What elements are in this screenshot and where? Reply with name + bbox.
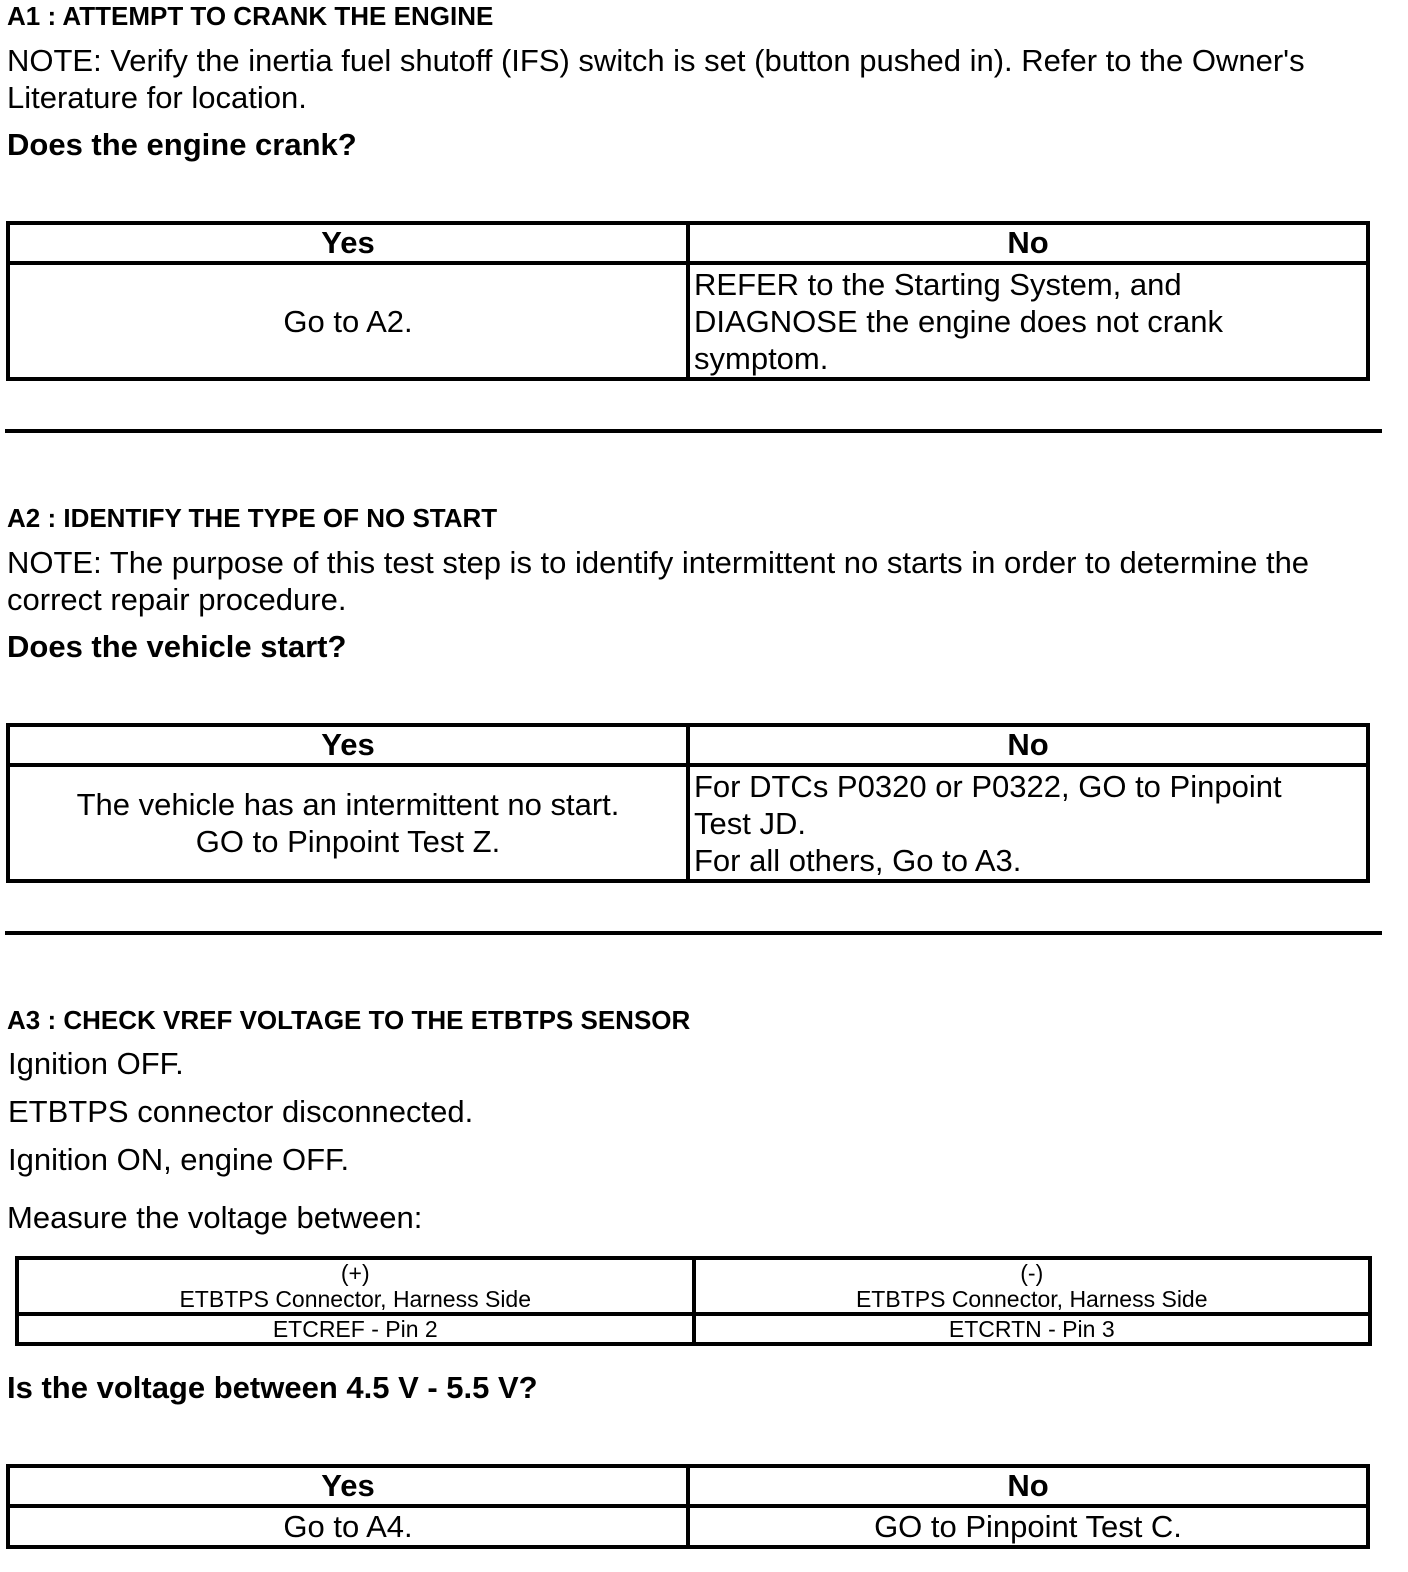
- a2-note: NOTE: The purpose of this test step is to identify intermittent no starts in order to determine the correct repair procedure.: [7, 545, 1310, 617]
- a3-yes-cell: Go to A4.: [8, 1506, 688, 1547]
- a3-positive-label: ETBTPS Connector, Harness Side: [179, 1286, 532, 1312]
- a3-no-header: No: [688, 1466, 1368, 1506]
- a1-yes-cell: Go to A2.: [8, 263, 688, 379]
- a1-question: Does the engine crank?: [7, 127, 357, 162]
- a3-negative-sign: (-): [1020, 1260, 1044, 1286]
- a2-no-line-2: Test JD.: [694, 805, 806, 841]
- a1-no-line-2: DIAGNOSE the engine does not crank: [694, 303, 1224, 339]
- a3-question: Is the voltage between 4.5 V - 5.5 V?: [7, 1370, 538, 1405]
- a3-step-1: Ignition OFF.: [8, 1046, 184, 1081]
- a3-heading: A3 : CHECK VREF VOLTAGE TO THE ETBTPS SENSOR: [7, 1005, 691, 1035]
- a2-yes-line-1: The vehicle has an intermittent no start.: [76, 787, 620, 822]
- a2-answer-table: [6, 723, 1370, 883]
- a3-positive-sign: (+): [340, 1260, 370, 1286]
- a2-yes-header: Yes: [8, 725, 688, 765]
- section-divider-2: [5, 931, 1382, 935]
- a2-no-line-3: For all others, Go to A3.: [694, 842, 1022, 878]
- a3-positive-value: ETCREF - Pin 2: [17, 1314, 694, 1344]
- a3-answer-table: [6, 1464, 1370, 1549]
- a1-no-header: No: [688, 223, 1368, 263]
- a3-step-3: Ignition ON, engine OFF.: [8, 1142, 350, 1177]
- a1-no-cell: [688, 263, 1368, 379]
- a2-question: Does the vehicle start?: [7, 629, 347, 664]
- a2-no-cell: [688, 765, 1368, 881]
- a3-positive-header: [17, 1258, 694, 1314]
- a1-no-line-1: REFER to the Starting System, and: [694, 266, 1182, 302]
- a2-yes-line-2: GO to Pinpoint Test Z.: [195, 824, 501, 859]
- a3-step-2: ETBTPS connector disconnected.: [8, 1094, 474, 1129]
- a3-measure-intro: Measure the voltage between:: [7, 1200, 423, 1235]
- a2-yes-cell: [8, 765, 688, 881]
- a3-measurement-table: [15, 1256, 1372, 1346]
- a2-no-header: No: [688, 725, 1368, 765]
- a2-heading: A2 : IDENTIFY THE TYPE OF NO START: [7, 503, 498, 533]
- a1-yes-header: Yes: [8, 223, 688, 263]
- section-divider-1: [5, 429, 1382, 433]
- a1-note: NOTE: Verify the inertia fuel shutoff (IFS) switch is set (button pushed in). Refer to the Owner's Literature for location.: [7, 43, 1305, 115]
- a1-answer-table: [6, 221, 1370, 381]
- a3-yes-header: Yes: [8, 1466, 688, 1506]
- a3-negative-value: ETCRTN - Pin 3: [694, 1314, 1371, 1344]
- a3-negative-label: ETBTPS Connector, Harness Side: [855, 1286, 1208, 1312]
- a1-heading: A1 : ATTEMPT TO CRANK THE ENGINE: [7, 1, 494, 31]
- a3-no-cell: GO to Pinpoint Test C.: [688, 1506, 1368, 1547]
- a1-no-line-3: symptom.: [694, 340, 829, 376]
- a3-negative-header: [694, 1258, 1371, 1314]
- a2-no-line-1: For DTCs P0320 or P0322, GO to Pinpoint: [694, 768, 1282, 804]
